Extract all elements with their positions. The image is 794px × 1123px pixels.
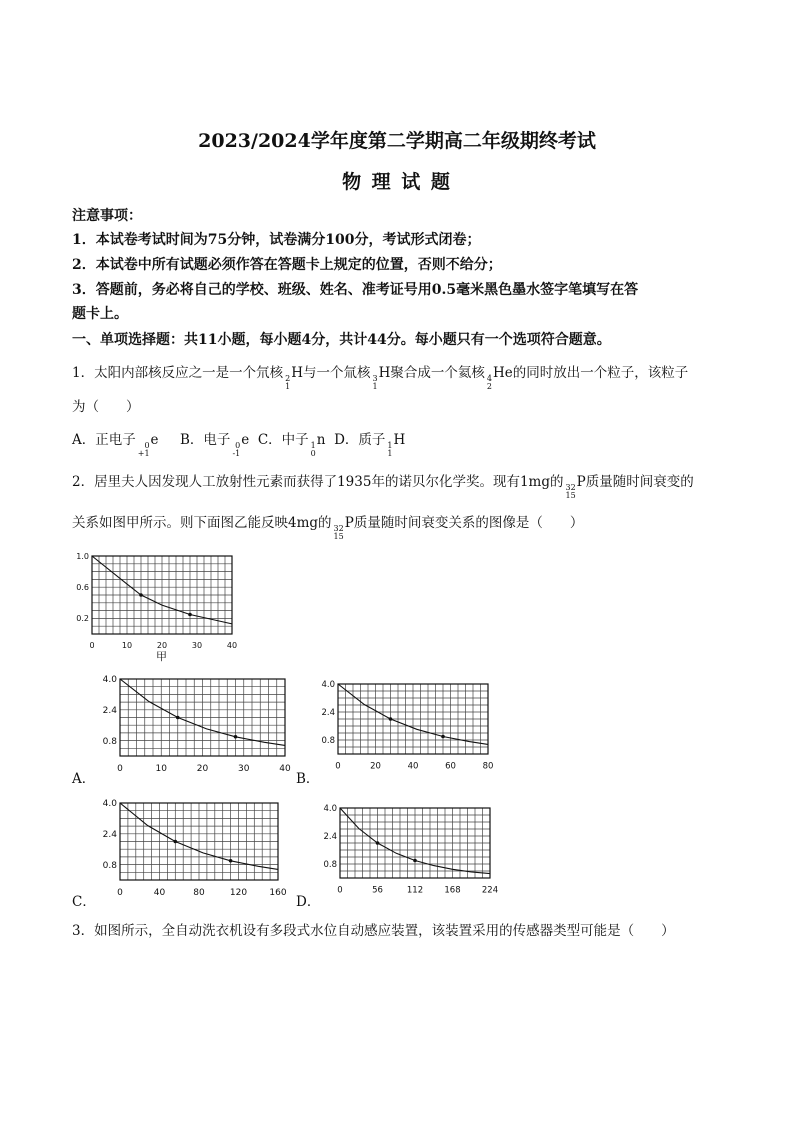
q1-option-d-charge: 1 (387, 449, 393, 458)
helium-charge: 2 (486, 382, 492, 391)
x-tick-label: 56 (372, 885, 383, 896)
option-a-label[interactable]: A． (72, 771, 96, 787)
tritium-mass: 3 (372, 374, 378, 383)
x-tick-label: 0 (335, 761, 341, 772)
y-tick-label: 1.0 (76, 551, 89, 561)
notice-item-1: 1．本试卷考试时间为75分钟，试卷满分100分，考试形式闭卷； (72, 232, 481, 248)
p32-index-2 (334, 525, 344, 541)
q1-option-a-label: A．正电子 (72, 432, 136, 448)
chart-jia (70, 548, 240, 658)
q1-option-a-mass: 0 (144, 441, 150, 450)
q1-text-d: He的同时放出一个粒子，该粒子 (492, 365, 689, 381)
helium-mass: 4 (486, 374, 492, 383)
x-tick-label: 60 (445, 761, 456, 772)
x-tick-label: 40 (153, 888, 166, 898)
chart-option-c (100, 797, 295, 902)
q1-option-d-mass: 1 (387, 441, 393, 450)
y-tick-label: 0.8 (102, 736, 117, 747)
q1-option-c-label: C．中子 (257, 432, 309, 448)
x-tick-label: 0 (117, 764, 123, 774)
option-d-label[interactable]: D． (296, 894, 321, 910)
q1-option-d-label: D．质子 (334, 432, 386, 448)
x-tick-label: 168 (444, 885, 461, 896)
q1-option-a-charge: +1 (137, 449, 150, 458)
y-tick-label: 4.0 (321, 679, 335, 690)
x-tick-label: 80 (193, 888, 205, 898)
q1-stem-line2: 为（ ） (72, 399, 140, 415)
y-tick-label: 2.4 (102, 705, 117, 716)
q1-option-c-charge: 0 (310, 449, 316, 458)
data-point (188, 613, 192, 617)
q1-option-d-index (387, 442, 392, 458)
q1-option-c-mass: 1 (310, 441, 316, 450)
y-tick-label: 0.6 (76, 583, 89, 592)
x-tick-label: 120 (229, 888, 248, 898)
q1-option-d[interactable] (334, 432, 406, 458)
q3-stem: 3．如图所示，全自动洗衣机设有多段式水位自动感应装置，该装置采用的传感器类型可能是（ ） (72, 923, 675, 939)
q1-text-b: H与一个氚核 (291, 365, 371, 381)
subject-title: 物 理 试 题 (342, 171, 452, 193)
q1-stem-line1 (72, 361, 688, 391)
p32-mass: 32 (565, 483, 576, 492)
x-tick-label: 0 (337, 885, 343, 896)
q1-option-d-symbol: H (393, 432, 406, 448)
notice-item-2: 2．本试卷中所有试题必须作答在答题卡上规定的位置，否则不给分； (72, 257, 502, 273)
notice-item-3: 3．答题前，务必将自己的学校、班级、姓名、准考证号用0.5毫米黑色墨水签字笔填写在答 (72, 282, 639, 298)
chart-option-a (100, 673, 295, 778)
y-tick-label: 0.8 (102, 860, 117, 871)
deuterium-mass: 2 (285, 374, 291, 383)
data-point (139, 593, 143, 597)
y-tick-label: 2.4 (102, 829, 117, 840)
q1-option-b-mass: 0 (235, 441, 241, 450)
chart-jia-caption: 甲 (156, 650, 167, 663)
x-tick-label: 40 (279, 764, 291, 774)
x-tick-label: 20 (196, 764, 209, 774)
y-tick-label: 4.0 (102, 675, 117, 686)
p32-charge-2: 15 (333, 532, 344, 541)
q1-option-b-label: B．电子 (180, 432, 231, 448)
q1-text-a: 1．太阳内部核反应之一是一个氘核 (72, 365, 284, 381)
x-tick-label: 80 (482, 761, 494, 772)
q1-option-c-index (311, 442, 316, 458)
p32-mass-2: 32 (333, 524, 344, 533)
deuterium-index (285, 375, 290, 391)
x-tick-label: 30 (238, 764, 250, 774)
q2-text-b: P质量随时间衰变的 (576, 474, 694, 490)
q2-text-d: P质量随时间衰变关系的图像是（ ） (344, 515, 584, 531)
p32-charge: 15 (565, 491, 576, 500)
q1-options (72, 428, 405, 458)
y-tick-label: 2.4 (323, 831, 337, 842)
chart-option-d (318, 802, 503, 902)
x-tick-label: 40 (407, 761, 419, 772)
q1-option-b-symbol: e (241, 432, 250, 448)
x-tick-label: 30 (191, 641, 203, 650)
section-heading: 一、单项选择题：共11小题，每小题4分，共计44分。每小题只有一个选项符合题意。 (72, 332, 611, 348)
q1-option-b-index (232, 442, 240, 458)
tritium-charge: 1 (372, 382, 378, 391)
notice-heading: 注意事项： (72, 208, 142, 224)
data-point (376, 841, 380, 845)
helium-index (487, 375, 492, 391)
option-c-label[interactable]: C． (72, 894, 96, 910)
q1-option-b-charge: -1 (232, 449, 241, 458)
q2-stem-line1 (72, 470, 694, 500)
data-point (389, 717, 393, 721)
data-point (176, 716, 180, 720)
x-tick-label: 112 (406, 885, 424, 896)
q1-option-b[interactable] (180, 432, 250, 458)
exam-title: 2023/2024学年度第二学期高二年级期终考试 (198, 130, 596, 152)
q1-option-c-symbol: n (316, 432, 326, 448)
q2-stem-line2 (72, 511, 583, 541)
q2-text-c: 关系如图甲所示。则下面图乙能反映4mg的 (72, 515, 332, 531)
q1-option-c[interactable] (257, 432, 326, 458)
x-tick-label: 10 (121, 641, 133, 650)
x-tick-label: 20 (370, 761, 381, 772)
y-tick-label: 0.8 (323, 859, 337, 870)
data-point (413, 859, 417, 863)
data-point (441, 735, 445, 739)
deuterium-charge: 1 (285, 382, 291, 391)
chart-option-b (318, 678, 496, 778)
q1-option-a-symbol: e (150, 432, 159, 448)
option-b-label[interactable]: B． (296, 771, 320, 787)
q2-text-a: 2．居里夫人因发现人工放射性元素而获得了1935年的诺贝尔化学奖。现有1mg的 (72, 474, 564, 490)
x-tick-label: 0 (89, 641, 95, 650)
data-point (174, 840, 178, 844)
x-tick-label: 160 (269, 888, 287, 898)
q1-text-c: H聚合成一个氦核 (378, 365, 485, 381)
data-point (229, 859, 233, 863)
q1-option-a-index (138, 442, 150, 458)
data-point (234, 735, 238, 739)
y-tick-label: 4.0 (323, 803, 337, 814)
x-tick-label: 20 (156, 641, 168, 650)
y-tick-label: 0.8 (321, 735, 335, 746)
x-tick-label: 0 (117, 888, 123, 898)
notice-item-3-cont: 题卡上。 (72, 306, 128, 322)
x-tick-label: 10 (155, 764, 167, 774)
p32-index (565, 484, 575, 500)
q1-option-a[interactable] (72, 432, 159, 458)
tritium-index (372, 375, 377, 391)
x-tick-label: 40 (226, 641, 238, 650)
y-tick-label: 2.4 (321, 707, 335, 718)
x-tick-label: 224 (481, 885, 499, 896)
y-tick-label: 0.2 (76, 614, 89, 624)
y-tick-label: 4.0 (102, 799, 117, 810)
